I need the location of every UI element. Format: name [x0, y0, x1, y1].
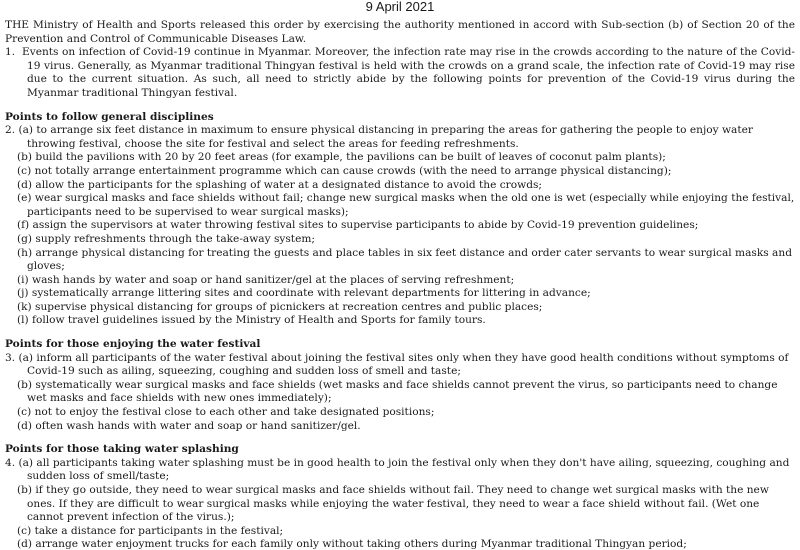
- section-2-item-k: (k) supervise physical distancing for groups of picnickers at recreation centres and public places;: [17, 300, 543, 313]
- section-2-item-j: (j) systematically arrange littering sites and coordinate with relevant departments for littering in advance;: [17, 287, 591, 300]
- section-3-item-b: (b) systematically wear surgical masks and face shields (wet masks and face shields cannot prevent the virus, so participants need to change wet masks and face shields with new ones immediately);: [17, 378, 778, 405]
- section-4-heading: Points for those taking water splashing: [5, 443, 239, 456]
- section-2-item-c: (c) not totally arrange entertainment programme which can cause crowds (with the need to arrange physical distancing);: [17, 164, 672, 177]
- section-2-item-d: (d) allow the participants for the splashing of water at a designated distance to avoid the crowds;: [17, 178, 542, 191]
- section-2-item-l: (l) follow travel guidelines issued by the Ministry of Health and Sports for family tours.: [17, 314, 486, 327]
- section-2-item-h: (h) arrange physical distancing for treating the guests and place tables in six feet distance and order cater servants to wear surgical masks and gloves;: [17, 246, 792, 273]
- section-4-item-c: (c) take a distance for participants in the festival;: [17, 524, 284, 537]
- section-3-heading: Points for those enjoying the water festival: [5, 338, 261, 351]
- document-body: [5, 19, 795, 550]
- section-3-item-c: (c) not to enjoy the festival close to each other and take designated positions;: [17, 406, 435, 419]
- intro-paragraph: THE Ministry of Health and Sports released this order by exercising the authority mentioned in accord with Sub-section (b) of Section 20 of the Prevention and Control of Communicable Diseases Law.: [5, 19, 795, 45]
- section-4-item-d: (d) arrange water enjoyment trucks for each family only without taking others during Myanmar traditional Thingyan period;: [17, 538, 687, 550]
- section-2-item-f: (f) assign the supervisors at water throwing festival sites to supervise participants to abide by Covid-19 prevention guidelines;: [17, 219, 699, 232]
- document-date: 9 April 2021: [365, 0, 435, 14]
- section-2-item-e: (e) wear surgical masks and face shields without fail; change new surgical masks when the old one is wet (especially while enjoying the festival, participants need to be supervised to wear surgical masks);: [17, 192, 795, 218]
- section-2-heading: Points to follow general disciplines: [5, 110, 214, 123]
- section-2-item-b: (b) build the pavilions with 20 by 20 feet areas (for example, the pavilions can be built of leaves of coconut palm plants);: [17, 151, 666, 164]
- section-2-item-a: 2. (a) to arrange six feet distance in maximum to ensure physical distancing in preparing the areas for gathering the people to enjoy water throwing festival, choose the site for festival and select the areas for feeding refreshments.: [5, 124, 753, 150]
- section-2-item-i: (i) wash hands by water and soap or hand sanitizer/gel at the places of serving refreshment;: [17, 273, 515, 286]
- section-3-item-a: 3. (a) inform all participants of the water festival about joining the festival sites only when they have good health conditions without symptoms of Covid-19 such as ailing, squeezing, coughing and sudden loss of smell and taste;: [5, 351, 789, 378]
- point-1-paragraph: 1. Events on infection of Covid-19 continue in Myanmar. Moreover, the infection rate may rise in the crowds according to the nature of the Covid-19 virus. Generally, as Myanmar traditional Thingyan festival is held with the crowds on a grand scale, the infection rate of Covid-19 may rise due to the current situation. As such, all need to strictly abide by the following points for prevention of the Covid-19 virus during the Myanmar traditional Thingyan festival.: [5, 46, 795, 99]
- section-4-item-b: (b) if they go outside, they need to wear surgical masks and face shields without fail. They need to change wet surgical masks with the new ones. If they are difficult to wear surgical masks while enjoying the water festival, they need to wear a face shield without fail. (Wet one cannot prevent infection of the virus.);: [17, 484, 769, 524]
- section-2-item-g: (g) supply refreshments through the take-away system;: [17, 232, 315, 245]
- section-4-item-a: 4. (a) all participants taking water splashing must be in good health to join the festival only when they don't have ailing, squeezing, coughing and sudden loss of smell/taste;: [5, 456, 790, 483]
- section-3-item-d: (d) often wash hands with water and soap or hand sanitizer/gel.: [17, 419, 361, 432]
